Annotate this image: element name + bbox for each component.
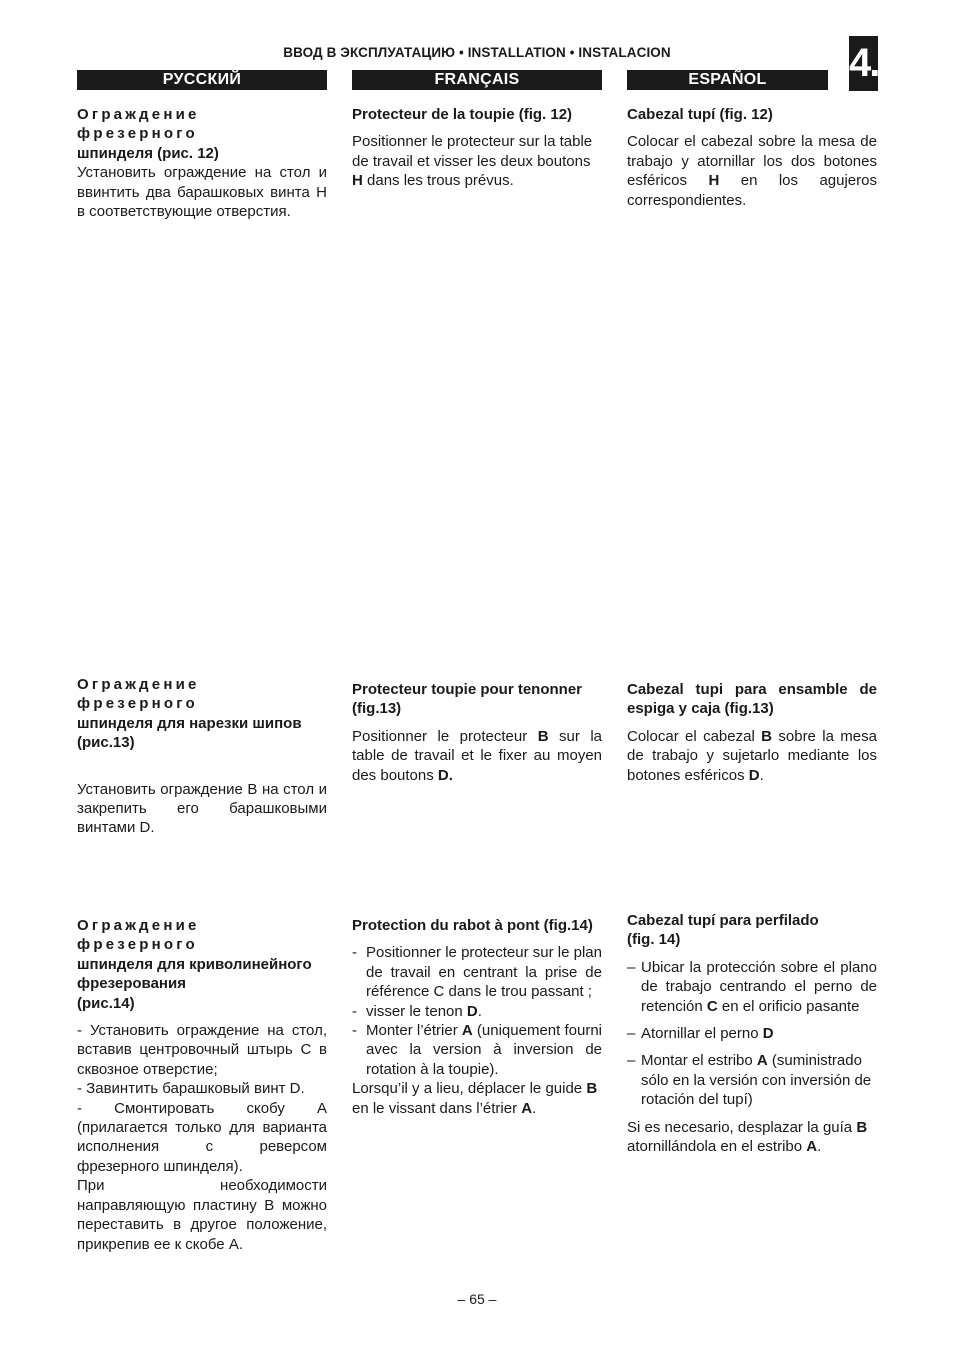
es-section-fig13 bbox=[627, 680, 877, 785]
es-step-1: – Ubicar la protección sobre el plano de trabajo centrando el perno de retención C en el orificio pasante bbox=[627, 958, 877, 1016]
lang-label-spanish: ESPAÑOL bbox=[627, 70, 828, 90]
es-note-fig14: Si es necesario, desplazar la guía B atornillándola en el estribo A. bbox=[627, 1118, 868, 1156]
ru-heading-fig12: Ограждение фрезерного шпинделя (рис. 12) bbox=[77, 106, 219, 162]
fr-step-3: - Monter l’étrier A (uniquement fourni avec la version à inversion de rotation à la toupie). bbox=[352, 1021, 602, 1079]
ru-step-1: - Установить ограждение на стол, вставив центровочный штырь С в сквозное отверстие; bbox=[77, 1022, 327, 1078]
es-step-3: – Montar el estribo A (suministrado sólo en la versión con inversión de rotación del tupí) bbox=[627, 1051, 877, 1109]
ru-step-2: - Завинтить барашковый винт D. bbox=[77, 1080, 305, 1098]
es-step-2: – Atornillar el perno D bbox=[627, 1024, 877, 1043]
lang-label-french: FRANÇAIS bbox=[352, 70, 602, 90]
ru-steps-fig14 bbox=[77, 1021, 327, 1254]
es-text-fig13: Colocar el cabezal B sobre la mesa de trabajo y sujetarlo mediante los botones esféricos D. bbox=[627, 727, 877, 784]
ru-text-fig13: Установить ограждение В на стол и закрепить его барашковыми винтами D. bbox=[77, 780, 327, 837]
page-number: – 65 – bbox=[457, 1291, 497, 1307]
es-section-fig14 bbox=[627, 911, 877, 1156]
ru-section-fig12 bbox=[77, 105, 327, 221]
ru-section-fig14 bbox=[77, 916, 327, 1254]
fr-section-fig12 bbox=[352, 105, 602, 191]
fr-steps-fig14 bbox=[352, 943, 602, 1079]
fr-heading-fig13: Protecteur toupie pour tenonner (fig.13) bbox=[352, 681, 583, 718]
ru-heading-fig13: Ограждение фрезерного шпинделя для нарезки шипов (рис.13) bbox=[77, 676, 302, 752]
fr-heading-fig12: Protecteur de la toupie (fig. 12) bbox=[352, 106, 573, 123]
ru-step-3: - Смонтировать скобу А (прилагается только для варианта исполнения с реверсом фрезерного шпинделя). bbox=[77, 1099, 327, 1175]
fr-text-fig12: Positionner le protecteur sur la table de travail et visser les deux boutons H dans les trous prévus. bbox=[352, 133, 593, 190]
ru-text-fig12: Установить ограждение на стол и ввинтить два барашковых винта Н в соответствующие отверстия. bbox=[77, 164, 327, 221]
es-heading-fig13: Cabezal tupi para ensamble de espiga y caja (fig.13) bbox=[627, 681, 877, 718]
fr-text-fig13: Positionner le protecteur B sur la table de travail et le fixer au moyen des boutons D. bbox=[352, 727, 602, 784]
fr-section-fig14 bbox=[352, 916, 602, 1118]
fr-section-fig13 bbox=[352, 680, 602, 785]
chapter-number: 4. bbox=[849, 36, 878, 91]
es-heading-fig14: Cabezal tupí para perfilado (fig. 14) bbox=[627, 912, 819, 949]
es-steps-fig14 bbox=[627, 958, 877, 1110]
lang-label-russian: РУССКИЙ bbox=[77, 70, 327, 90]
es-heading-fig12: Cabezal tupí (fig. 12) bbox=[627, 106, 773, 123]
ru-heading-fig14: Ограждение фрезерного шпинделя для криволинейного фрезерования (рис.14) bbox=[77, 917, 312, 1012]
es-text-fig12: Colocar el cabezal sobre la mesa de trabajo y atornillar los dos botones esféricos H en los agujeros correspondientes. bbox=[627, 133, 877, 209]
es-section-fig12 bbox=[627, 105, 877, 210]
ru-section-fig13 bbox=[77, 675, 327, 838]
ru-note-fig14: При необходимости направляющую пластину В можно переставить в другое положение, прикрепив ее к скобе А. bbox=[77, 1177, 327, 1253]
fr-note-fig14: Lorsqu’il y a lieu, déplacer le guide B en le vissant dans l’étrier A. bbox=[352, 1080, 598, 1117]
fr-heading-fig14: Protection du rabot à pont (fig.14) bbox=[352, 917, 593, 934]
section-header: ВВОД В ЭКСПЛУАТАЦИЮ • INSTALLATION • INSTALACION bbox=[283, 45, 671, 60]
fr-step-1: - Positionner le protecteur sur le plan de travail en centrant la prise de référence C dans le trou passant ; bbox=[352, 943, 602, 1001]
fr-step-2: - visser le tenon D. bbox=[352, 1002, 602, 1021]
